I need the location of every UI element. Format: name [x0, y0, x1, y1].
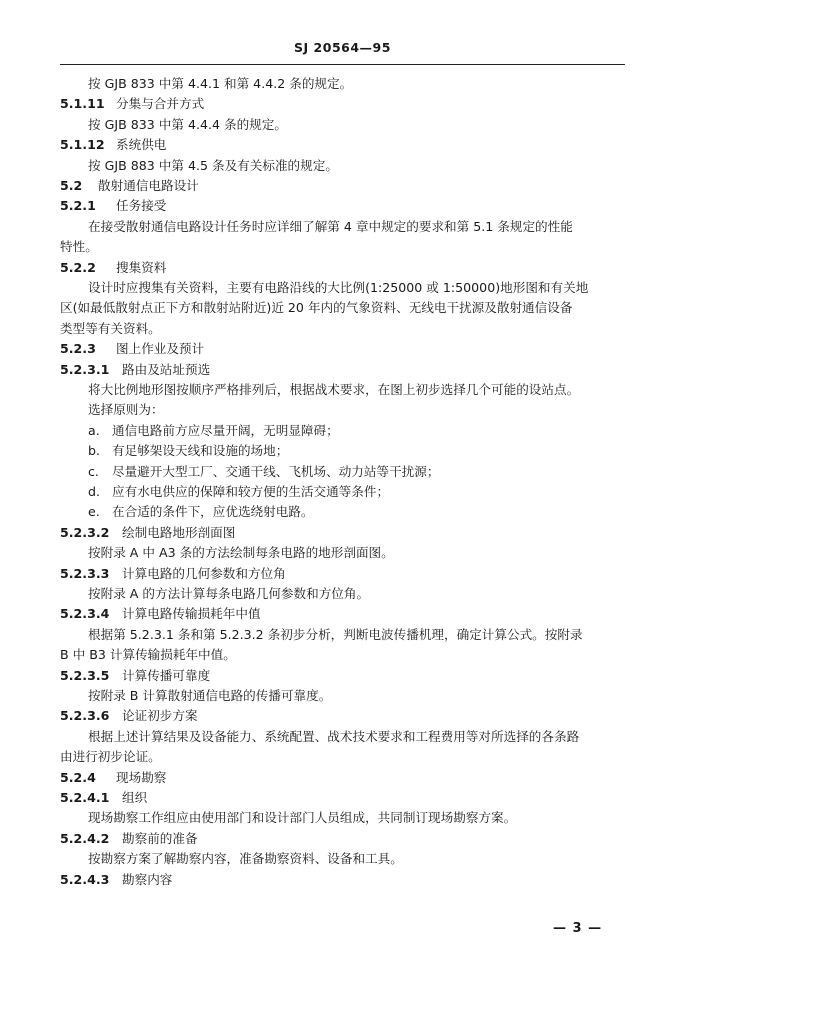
section-number: 5.2.4.3 [60, 871, 110, 887]
paragraph-line: 按 GJB 883 中第 4.5 条及有关标准的规定。 [88, 157, 338, 173]
section-heading [60, 137, 166, 153]
list-item-marker: b. [88, 443, 100, 459]
section-heading [60, 525, 235, 541]
list-item [88, 484, 389, 500]
paragraph-line: 按附录 B 计算散射通信电路的传播可靠度。 [88, 688, 332, 703]
section-title: 散射通信电路设计 [98, 178, 199, 193]
section-number: 5.2.4 [60, 769, 96, 785]
section-heading [60, 606, 261, 622]
section-title: 系统供电 [116, 137, 167, 153]
section-heading [60, 831, 198, 847]
section-number: 5.2.4.1 [60, 790, 110, 805]
paragraph-line: 根据上述计算结果及设备能力、系统配置、战术技术要求和工程费用等对所选择的各条路 [88, 728, 580, 744]
paragraph-continuation: 类型等有关资料。 [60, 320, 161, 336]
list-item-text: 尽量避开大型工厂、交通干线、飞机场、动力站等干扰源； [112, 463, 440, 479]
section-number: 5.2.3.2 [60, 524, 110, 540]
section-heading [60, 872, 172, 888]
section-title: 计算电路传输损耗年中值 [122, 606, 261, 622]
section-number: 5.2 [60, 178, 83, 193]
paragraph-line: 在接受散射通信电路设计任务时应详细了解第 4 章中规定的要求和第 5.1 条规定的性能 [88, 218, 573, 234]
page-number: — 3 — [553, 921, 603, 936]
paragraph-line: 按附录 A 的方法计算每条电路几何参数和方位角。 [88, 586, 370, 601]
section-heading [60, 198, 166, 214]
section-heading [60, 668, 210, 684]
paragraph-continuation: 特性。 [60, 239, 98, 255]
section-heading [60, 566, 286, 582]
section-title: 计算电路的几何参数和方位角 [122, 565, 286, 581]
paragraph-line: 按 GJB 833 中第 4.4.1 和第 4.4.2 条的规定。 [88, 76, 353, 91]
section-title: 现场勘察 [116, 769, 167, 785]
section-title: 绘制电路地形剖面图 [122, 524, 236, 540]
section-title: 勘察内容 [122, 871, 173, 887]
standard-code: SJ 20564—95 [294, 40, 391, 55]
list-item-marker: a. [88, 422, 100, 438]
section-number: 5.1.12 [60, 137, 105, 153]
paragraph-continuation: B 中 B3 计算传输损耗年中值。 [60, 647, 236, 663]
section-title: 任务接受 [116, 198, 167, 214]
section-title: 搜集资料 [116, 259, 167, 275]
section-title: 计算传播可靠度 [122, 667, 211, 683]
section-number: 5.2.3.5 [60, 667, 110, 683]
section-title: 分集与合并方式 [116, 96, 205, 112]
section-title: 路由及站址预选 [122, 361, 211, 377]
section-number: 5.2.4.2 [60, 830, 110, 846]
section-heading [60, 790, 147, 806]
section-heading [60, 341, 204, 357]
section-heading [60, 362, 210, 378]
paragraph-line: 设计时应搜集有关资料，主要有电路沿线的大比例(1:25000 或 1:50000)地形图和有关地 [88, 280, 589, 295]
paragraph-line: 按附录 A 中 A3 条的方法绘制每条电路的地形剖面图。 [88, 545, 394, 561]
section-heading [60, 96, 204, 112]
section-heading [60, 708, 198, 724]
paragraph-continuation: 由进行初步论证。 [60, 749, 161, 765]
paragraph-line: 按 GJB 833 中第 4.4.4 条的规定。 [88, 116, 287, 132]
paragraph-continuation: 区(如最低散射点正下方和散射站附近)近 20 年内的气象资料、无线电干扰源及散射通信设备 [60, 300, 573, 316]
list-item [88, 443, 288, 459]
list-item [88, 464, 439, 480]
list-item-text: 通信电路前方应尽量开阔，无明显障碍； [112, 422, 339, 438]
list-item-marker: e. [88, 504, 100, 520]
section-number: 5.1.11 [60, 96, 105, 112]
section-title: 组织 [122, 790, 148, 805]
section-number: 5.2.3.6 [60, 708, 110, 724]
section-heading [60, 260, 166, 276]
paragraph-line: 根据第 5.2.3.1 条和第 5.2.3.2 条初步分析，判断电波传播机理，确定计算公式。按附录 [88, 626, 583, 642]
paragraph-line: 现场勘察工作组应由使用部门和设计部门人员组成，共同制订现场勘察方案。 [88, 810, 517, 826]
section-heading [60, 178, 199, 194]
list-item-text: 有足够架设天线和设施的场地； [112, 443, 289, 459]
list-item [88, 504, 314, 520]
section-title: 论证初步方案 [122, 708, 198, 724]
list-item-marker: c. [88, 463, 99, 479]
paragraph-line: 将大比例地形图按顺序严格排列后，根据战术要求，在图上初步选择几个可能的设站点。 [88, 382, 580, 397]
page-header [60, 38, 625, 65]
list-item-text: 应有水电供应的保障和较方便的生活交通等条件； [112, 484, 390, 499]
section-number: 5.2.3.3 [60, 565, 110, 581]
list-item [88, 423, 339, 439]
section-number: 5.2.3.4 [60, 606, 110, 622]
section-title: 勘察前的准备 [122, 830, 198, 846]
section-number: 5.2.2 [60, 259, 96, 275]
section-heading [60, 770, 166, 786]
section-title: 图上作业及预计 [116, 341, 205, 357]
list-item-marker: d. [88, 484, 100, 499]
paragraph-line: 按勘察方案了解勘察内容，准备勘察资料、设备和工具。 [88, 851, 403, 867]
paragraph-line: 选择原则为： [88, 402, 164, 418]
section-number: 5.2.3 [60, 341, 96, 357]
list-item-text: 在合适的条件下，应优选绕射电路。 [112, 504, 314, 520]
section-number: 5.2.3.1 [60, 361, 110, 377]
section-number: 5.2.1 [60, 198, 96, 214]
